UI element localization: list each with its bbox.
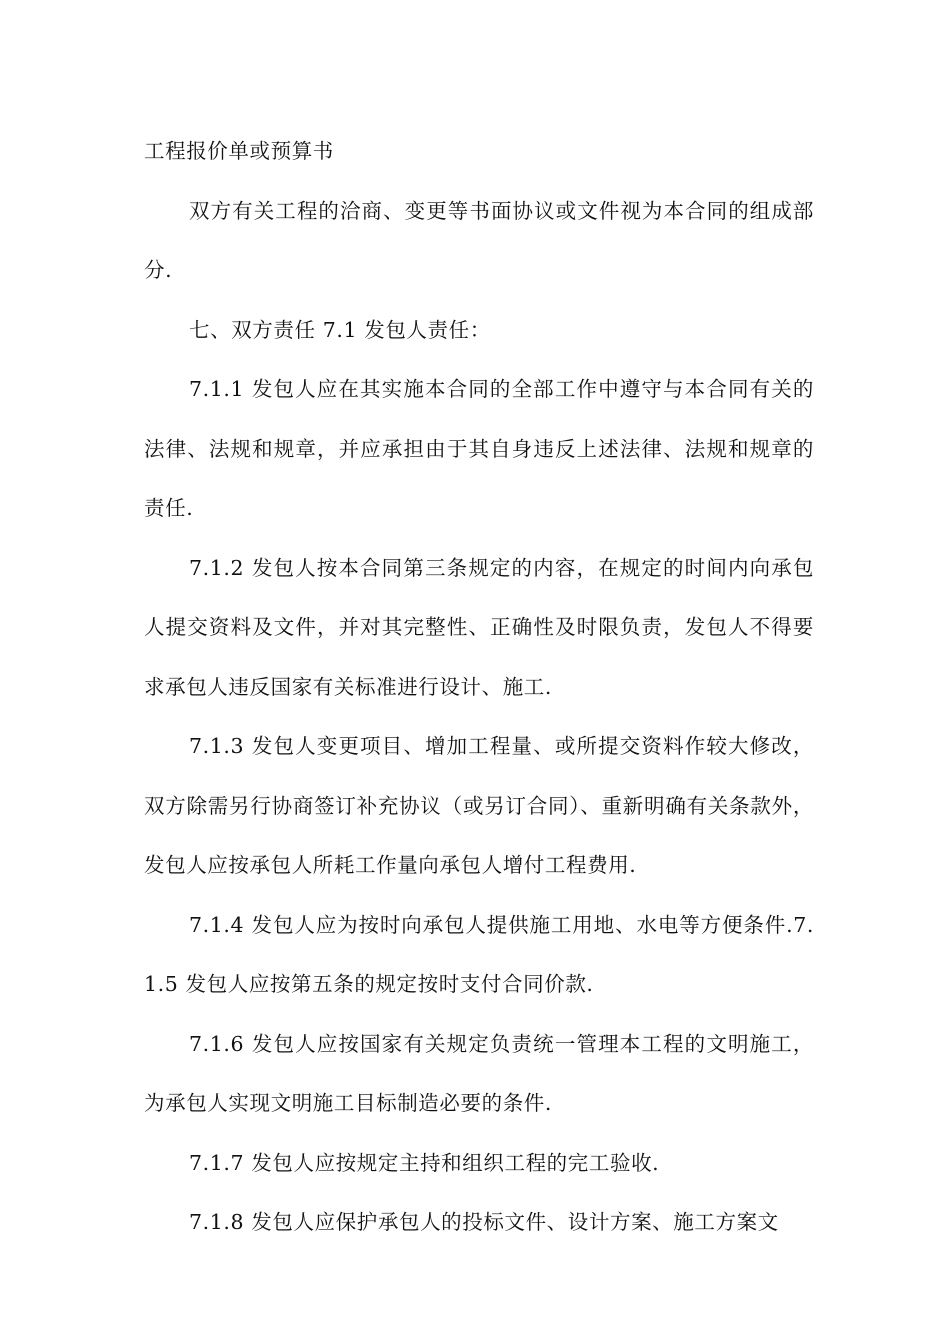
clause-7-1-8: 7.1.8 发包人应保护承包人的投标文件、设计方案、施工方案文 <box>189 1210 779 1234</box>
clause-7-1-2: 7.1.2 发包人按本合同第三条规定的内容，在规定的时间内向承包人提交资料及文件，并对其完整性、正确性及时限负责，发包人不得要求承包人违反国家有关标准进行设计、施工. <box>144 555 814 699</box>
clause-7-1-7: 7.1.7 发包人应按规定主持和组织工程的完工验收. <box>189 1150 660 1175</box>
clause-7-1-4: 7.1.4 发包人应为按时向承包人提供施工用地、水电等方便条件.7.1.5 发包人应按第五条的规定按时支付合同价款. <box>144 912 814 996</box>
document-body <box>144 122 814 1253</box>
paragraph-quote-list: 工程报价单或预算书 <box>144 139 334 163</box>
clause-7-1-3: 7.1.3 发包人变更项目、增加工程量、或所提交资料作较大修改，双方除需另行协商签订补充协议（或另订合同）、重新明确有关条款外，发包人应按承包人所耗工作量向承包人增付工程费用. <box>144 734 814 877</box>
section-heading-responsibilities: 七、双方责任 7.1 发包人责任： <box>189 317 491 342</box>
clause-7-1-6: 7.1.6 发包人应按国家有关规定负责统一管理本工程的文明施工，为承包人实现文明施工目标制造必要的条件. <box>144 1031 814 1115</box>
clause-7-1-1: 7.1.1 发包人应在其实施本合同的全部工作中遵守与本合同有关的法律、法规和规章，并应承担由于其自身违反上述法律、法规和规章的责任. <box>144 377 814 520</box>
paragraph-contract-components: 双方有关工程的洽商、变更等书面协议或文件视为本合同的组成部分. <box>144 198 814 282</box>
